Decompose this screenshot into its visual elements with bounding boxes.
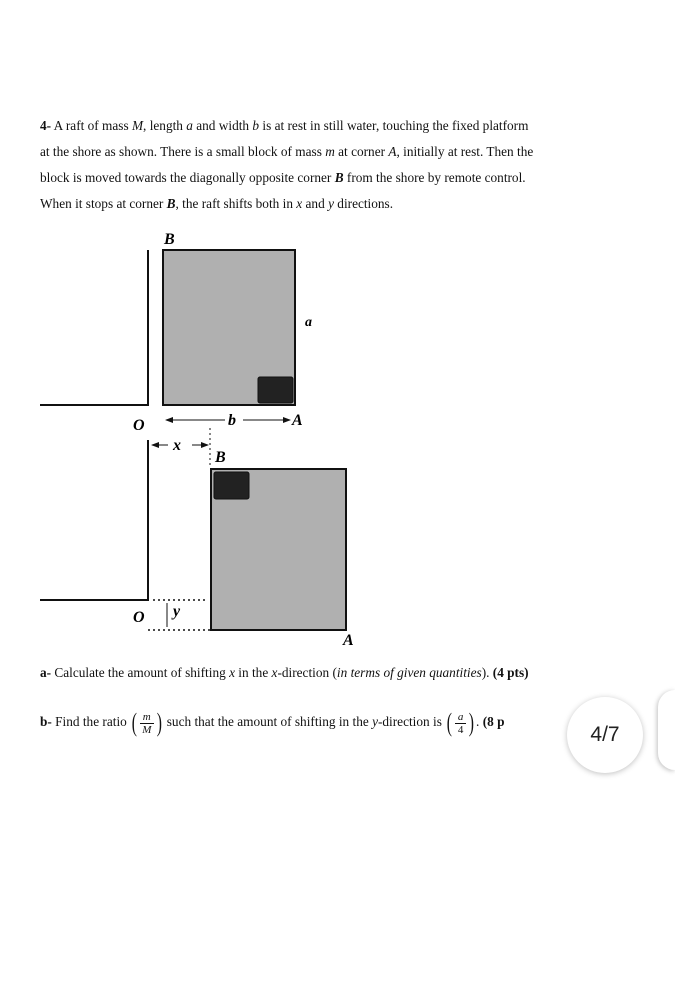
small-block: [214, 472, 249, 499]
label-x: x: [173, 437, 181, 454]
small-block: [258, 377, 293, 403]
floating-button[interactable]: [658, 690, 675, 770]
shore-platform: [40, 250, 148, 405]
ratio-m-over-M: $\frac{m}{M}$: [140, 711, 154, 736]
label-B: B: [215, 449, 226, 466]
part-a: a- Calculate the amount of shifting x in the x-direction (in terms of given quantities). (4 pts): [40, 665, 529, 680]
label-B: B: [164, 231, 175, 248]
question-line-3: block is moved towards the diagonally opposite corner B from the shore by remote control.: [40, 170, 526, 185]
question-line-2: at the shore as shown. There is a small block of mass m at corner A, initially at rest. Then the: [40, 144, 534, 159]
label-O: O: [133, 609, 145, 626]
question-line-4: When it stops at corner B, the raft shifts both in x and y directions.: [40, 196, 394, 211]
final-state: [40, 428, 354, 649]
part-b: b- Find the ratio ( $\frac{m}{M}$ ) such that the amount of shifting in the y-direction is ( $\frac{a}{4}$ ) . (8 p: [40, 708, 505, 737]
label-A: A: [343, 632, 354, 649]
label-O: O: [133, 417, 145, 434]
label-b: b: [228, 412, 236, 429]
raft-diagram: [0, 220, 400, 650]
question-line-1: 4- A raft of mass M, length a and width b is at rest in still water, touching the fixed platform: [40, 118, 529, 133]
question-number: 4-: [40, 118, 52, 133]
page-indicator: 4/7: [567, 697, 643, 773]
shore-platform: [40, 440, 148, 600]
label-A: A: [292, 412, 303, 429]
initial-state: [40, 231, 312, 434]
fraction-a-over-4: $\frac{a}{4}$: [455, 711, 467, 736]
label-y: y: [173, 603, 181, 620]
label-a: a: [305, 315, 312, 330]
